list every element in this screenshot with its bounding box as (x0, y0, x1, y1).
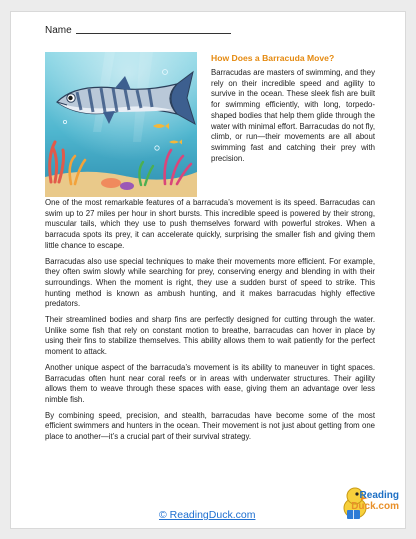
paragraph-2: One of the most remarkable features of a barracuda’s movement is its speed. Barracudas can swim up to 27 miles per hour in short bursts. This incredible speed is powered by their strong, muscular tails, which they use to push themselves forward with powerful strokes. When a barracuda spots its prey, it can accelerate quickly, surprising the smaller fish and giving them little chance to escape. (45, 198, 375, 250)
readingduck-link[interactable]: © ReadingDuck.com (159, 509, 256, 521)
logo-line-1: Reading (359, 490, 399, 501)
name-label: Name (45, 25, 72, 36)
paragraph-4: Their streamlined bodies and sharp fins are perfectly designed for cutting through the water. Unlike some fish that rely on constant motion to breathe, barracudas can hover in place by using their fins to stabilize themselves. This ability allows them to wait patiently for the perfect moment to attack. (45, 315, 375, 357)
name-row (45, 25, 231, 36)
name-line[interactable] (76, 33, 231, 34)
paragraph-3: Barracudas also use special techniques to make their movements more efficient. For example, they often swim slowly while searching for prey, conserving energy and blending in with their surroundings. When the moment is right, they use a sudden burst of speed to strike. This hunting method is known as ambush hunting, and it makes barracudas highly effective predators. (45, 256, 375, 309)
body-text (45, 198, 375, 448)
paragraph-1: Barracudas are masters of swimming, and they rely on their incredible speed and agility to survive in the ocean. These sleek fish are built for swimming efficiently, with long, torpedo-shaped bodies that help them glide through the water with minimal effort. Barracudas do not fly, climb, or run—their movements are all about swimming fast and catching their prey with precision. (211, 68, 375, 163)
logo-wordmark (333, 490, 399, 512)
worksheet-title: How Does a Barracuda Move? (211, 53, 335, 63)
logo-line-2: Duck.com (351, 501, 399, 512)
barracuda-illustration (45, 52, 197, 197)
paragraph-5: Another unique aspect of the barracuda’s movement is its ability to maneuver in tight spaces. Barracudas often hunt near coral reefs or in areas with underwater structures. Their agility allows them to weave through these spaces with ease, giving them an advantage over less nimble fish. (45, 362, 375, 404)
worksheet-page (10, 11, 406, 529)
paragraph-6: By combining speed, precision, and stealth, barracudas have become some of the most efficient swimmers and hunters in the ocean. Their movement is not just about getting from one place to another—it’s a crucial part of their survival strategy. (45, 410, 375, 442)
